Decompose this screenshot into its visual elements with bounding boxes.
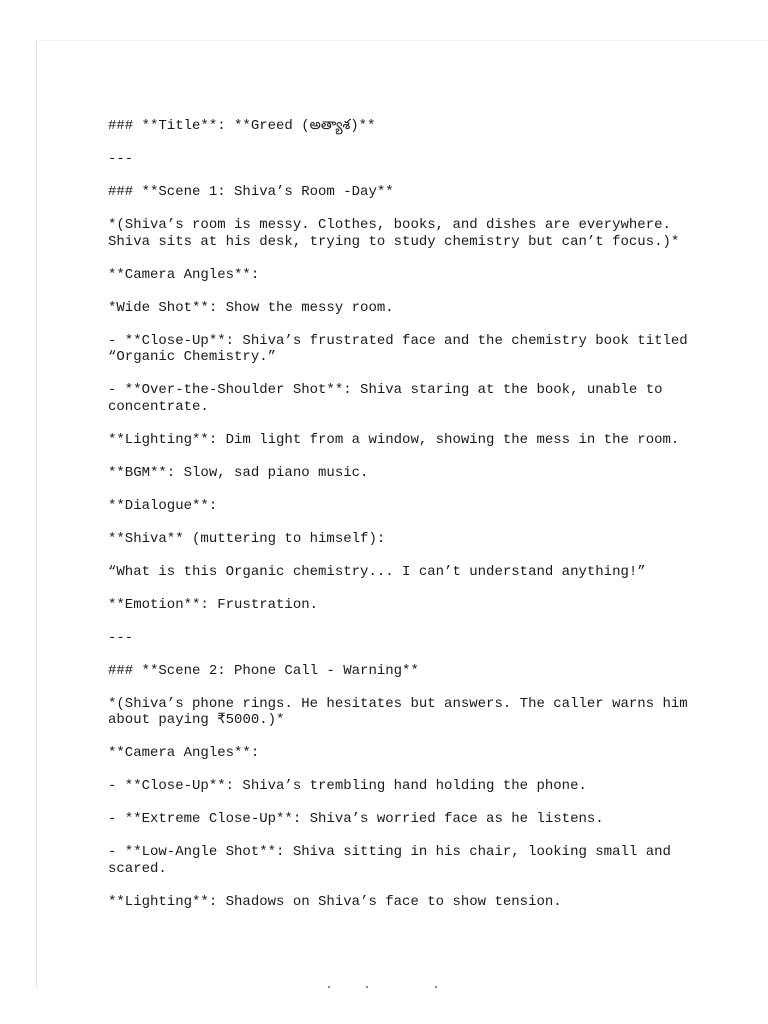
- section-label: **Camera Angles**:: [108, 266, 260, 283]
- shot-item: - **Close-Up**: Shiva’s frustrated face and the chemistry book titled “Organic Chemistry.”: [108, 332, 697, 365]
- stage-direction: *(Shiva’s phone rings. He hesitates but answers. The caller warns him about paying ₹5000.)*: [108, 695, 697, 728]
- divider: ---: [108, 629, 134, 646]
- shot-item: *Wide Shot**: Show the messy room.: [108, 299, 394, 316]
- bgm-note: **BGM**: Slow, sad piano music.: [108, 464, 369, 481]
- scene-heading: ### **Scene 2: Phone Call - Warning**: [108, 662, 419, 679]
- title-heading: ### **Title**: **Greed (అత్యాశ)**: [108, 118, 376, 134]
- speaker-line: **Shiva** (muttering to himself):: [108, 530, 386, 547]
- lighting-note: **Lighting**: Shadows on Shiva’s face to show tension.: [108, 893, 562, 910]
- section-label: **Camera Angles**:: [108, 745, 260, 761]
- page-left-edge: [36, 40, 37, 988]
- shot-item: - **Over-the-Shoulder Shot**: Shiva staring at the book, unable to concentrate.: [108, 382, 671, 415]
- section-label: **Dialogue**:: [108, 497, 218, 514]
- lighting-note: **Lighting**: Dim light from a window, showing the mess in the room.: [108, 431, 680, 448]
- shot-item: - **Low-Angle Shot**: Shiva sitting in his chair, looking small and scared.: [108, 844, 680, 877]
- stage-direction: *(Shiva’s room is messy. Clothes, books, and dishes are everywhere. Shiva sits at his desk, trying to study chemistry but can’t focus.)*: [108, 217, 680, 250]
- shot-item: - **Extreme Close-Up**: Shiva’s worried face as he listens.: [108, 811, 604, 827]
- divider: ---: [108, 151, 134, 167]
- emotion-note: **Emotion**: Frustration.: [108, 596, 319, 613]
- page-top-edge: [36, 40, 768, 41]
- dialogue-line: “What is this Organic chemistry... I can’t understand anything!”: [108, 563, 646, 580]
- document-body: [108, 118, 708, 927]
- shot-item: - **Close-Up**: Shiva’s trembling hand holding the phone.: [108, 778, 587, 794]
- cut-off-text-fragment: [300, 984, 480, 990]
- scene-heading: ### **Scene 1: Shiva’s Room -Day**: [108, 184, 394, 200]
